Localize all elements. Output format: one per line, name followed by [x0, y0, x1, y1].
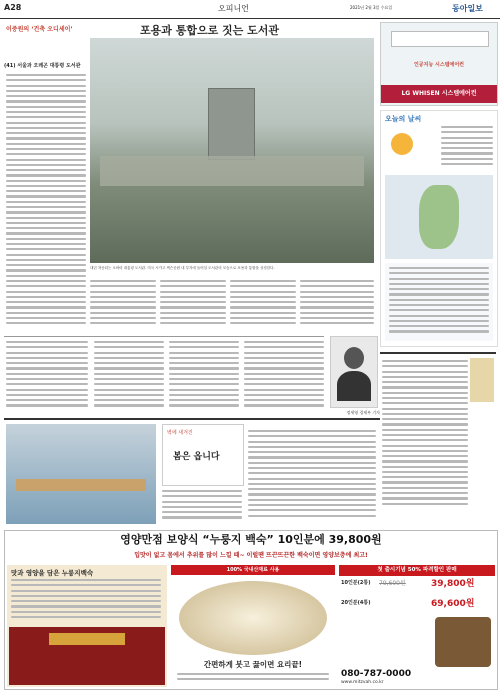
spring-title-box — [162, 424, 244, 486]
weather-title: 오늘의 날씨 — [385, 115, 422, 123]
aircon-unit-image — [391, 31, 489, 47]
ad-center-block — [171, 565, 335, 687]
order-url[interactable]: www.mitzvah.co.kr — [341, 680, 384, 685]
article-title: 포용과 통합으로 짓는 도서관 — [140, 24, 279, 37]
spring-label: 벽에 새겨진 — [167, 430, 193, 436]
library-tower-shape — [208, 88, 255, 160]
portrait-head — [344, 347, 364, 369]
columnist-name: 정세영 경제부 기자 — [346, 410, 380, 415]
ad-left-title: 맛과 영양을 담은 누룽지백숙 — [11, 569, 94, 577]
ground-plaza — [100, 156, 364, 186]
sun-icon — [391, 133, 413, 155]
column-text-1 — [6, 341, 88, 411]
portrait-body — [337, 371, 371, 401]
row1-label: 10인분(2통) — [341, 580, 371, 586]
right-lower-article — [380, 352, 496, 526]
spring-text-right — [248, 430, 376, 524]
ad-left-promo-banner — [9, 627, 165, 685]
column-text-2 — [94, 341, 164, 411]
article-lead-text: (41) 서울과 오레곤 대통령 도서관 — [4, 63, 81, 69]
chicken-soup-image — [179, 581, 327, 655]
library-rendering-photo — [90, 38, 374, 263]
article-title-bar — [4, 22, 374, 36]
ad-order-block — [339, 565, 495, 687]
spring-text — [162, 490, 242, 524]
weather-map — [385, 175, 493, 259]
order-phone[interactable]: 080-787-0000 — [341, 669, 412, 679]
columnist-portrait — [330, 336, 378, 408]
weather-table — [385, 263, 493, 341]
mural-boats — [16, 479, 146, 491]
domestic-badge: 100% 국내산재료 사용 — [171, 565, 335, 575]
ad-slogan: 간편하게 붓고 끓이면 요리끝! — [203, 660, 303, 669]
aircon-ad[interactable] — [380, 22, 498, 106]
ad-left-block — [7, 565, 167, 687]
row2-new-price: 69,600원 — [431, 599, 475, 609]
weather-notes — [441, 126, 493, 174]
article-body-col5 — [300, 280, 374, 332]
weather-box — [380, 110, 498, 347]
column-text-4 — [244, 341, 324, 411]
row1-new-price: 39,800원 — [431, 579, 475, 589]
spring-title: 봄은 옵니다 — [173, 452, 220, 462]
series-label: 이중원의 ‘건축 오디세이’ — [6, 26, 73, 33]
aircon-ad-title: 인공지능 시스템에어컨 — [413, 62, 465, 68]
article-body-col3 — [160, 280, 226, 332]
paper-logo: 동아일보 — [452, 4, 483, 13]
nurungji-ad[interactable] — [4, 530, 498, 690]
row2-label: 20인분(4통) — [341, 600, 371, 606]
page-number: A28 — [4, 3, 22, 12]
column-block — [4, 336, 324, 412]
mural-photo — [6, 424, 156, 524]
spring-section — [4, 418, 380, 528]
issue-date: 2021년 2월 3일 수요일 — [350, 5, 393, 10]
article-body-col2 — [90, 280, 156, 332]
article-lead — [4, 62, 86, 69]
page-header — [0, 0, 500, 19]
article-body-col1 — [6, 74, 86, 329]
ad-headline: 영양만점 보양식 “누룽지 백숙” 10인분에 39,800원 — [120, 533, 382, 546]
weather-today-panel — [385, 125, 437, 173]
section-name: 오피니언 — [218, 4, 249, 13]
book-ad-thumb — [470, 358, 494, 402]
ad-subline: 입맛이 없고 몸에서 추위를 많이 느낄 때~ 이럴땐 뜨끈뜨끈한 백숙이면 영양보충에 최고! — [134, 552, 368, 559]
photo-caption: 내년 착공되는 오바마 대통령 도서관. 미국 시카고 잭슨공원 내 부지에 들어설 도서관의 모습으로 포용과 통합을 상징한다. — [90, 266, 275, 270]
article-body-col4 — [230, 280, 296, 332]
product-pack-image — [435, 617, 491, 667]
aircon-brand-bar: LG WHISEN 시스템에어컨 — [381, 85, 497, 103]
korea-peninsula-shape — [419, 185, 459, 249]
column-text-3 — [169, 341, 239, 411]
order-title: 첫 출시기념 50% 파격할인 판매 — [339, 565, 495, 576]
row1-old-price: 79,600원 — [379, 580, 406, 587]
hanrim-badge — [49, 633, 125, 645]
